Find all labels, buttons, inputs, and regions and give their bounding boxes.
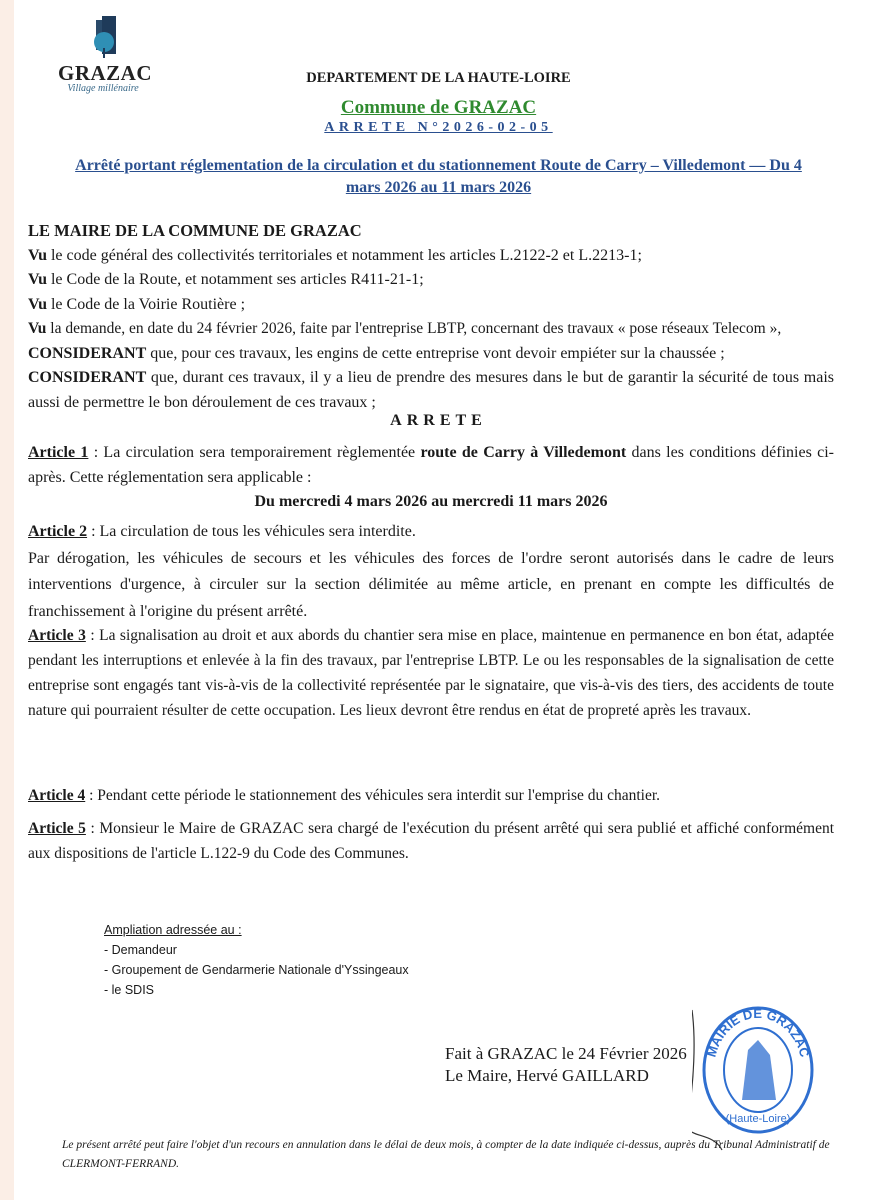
castle-tree-icon: [78, 12, 128, 58]
preamble-item: Vu le Code de la Route, et notamment ses articles R411-21-1;: [28, 271, 424, 288]
ampliation-heading: Ampliation adressée au :: [104, 923, 242, 937]
preamble-heading: LE MAIRE DE LA COMMUNE DE GRAZAC: [28, 221, 362, 240]
ampliation-item: - Demandeur: [104, 943, 177, 957]
page-edge: [0, 0, 14, 1200]
preamble-item: CONSIDERANT que, durant ces travaux, il y a lieu de prendre des mesures dans le but de garantir la sécurité de tous mais aussi de permettre le bon déroulement de ces travaux ;: [28, 369, 834, 411]
logo-tagline: Village millénaire: [67, 83, 139, 94]
preamble-item: CONSIDERANT que, pour ces travaux, les engins de cette entreprise vont devoir empiéter sur la chaussée ;: [28, 344, 725, 362]
signatory: Le Maire, Hervé GAILLARD: [445, 1066, 649, 1085]
svg-text:MAIRIE DE GRAZAC: MAIRIE DE GRAZAC: [703, 1005, 813, 1059]
article-5: Article 5 : Monsieur le Maire de GRAZAC sera chargé de l'exécution du présent arrêté qui sera publié et affiché conformément aux dispositions de l'article L.122-9 du Code des Communes.: [28, 820, 835, 862]
logo-name: GRAZAC: [58, 61, 153, 85]
svg-text:(Haute-Loire): (Haute-Loire): [725, 1113, 791, 1125]
commune-text: Commune de GRAZAC: [340, 97, 537, 118]
commune-heading: [0, 97, 877, 119]
arrete-number: [0, 120, 877, 136]
preamble: [28, 219, 834, 415]
signature-block: [445, 1043, 687, 1087]
legal-footer: Le présent arrêté peut faire l'objet d'un recours en annulation dans le délai de deux mois, à compter de la date indiquée ci-dessus, auprès du Tribunal Administratif de CLERMONT-FERRAND.: [62, 1139, 830, 1170]
ampliation-item: - le SDIS: [104, 983, 155, 997]
article-1: Article 1 : La circulation sera temporairement règlementée route de Carry à Villedemont dans les conditions définies ci-après. Cette réglementation sera applicable : Du mercredi 4 mars 2026 au mercredi 11 mars 2026: [28, 441, 834, 515]
ampliation: [104, 920, 409, 1000]
preamble-item: Vu la demande, en date du 24 février 2026, faite par l'entreprise LBTP, concernant des travaux « pose réseaux Telecom »,: [28, 320, 782, 337]
signature-place-date: Fait à GRAZAC le 24 Février 2026: [445, 1044, 687, 1063]
arrete-number-text: ARRETE N°2026-02-05: [324, 120, 553, 135]
ampliation-item: - Groupement de Gendarmerie Nationale d'Yssingeaux: [104, 963, 409, 977]
article-3: Article 3 : La signalisation au droit et aux abords du chantier sera mise en place, maintenue en permanence en bon état, adaptée pendant les interruptions et enlevée à la fin des travaux, par l'entreprise LBTP. Le ou les responsables de la signalisation de cette entreprise sont engagés tant vis-à-vis de la collectivité représentée par le signataire, que vis-à-vis des tiers, des accidents de toute nature qui pourraient résulter de cette occupation. Les lieux devront être rendus en état de propreté après les travaux.: [28, 627, 834, 719]
article-2: Article 2 : La circulation de tous les véhicules sera interdite. Par dérogation, les véhicules de secours et les véhicules des forces de l'ordre seront autorisés dans le cadre de leurs interventions d'urgence, à circuler sur la section délimitée au même article, en prenant en compte les difficultés de franchissement à l'origine du présent arrêté.: [28, 523, 834, 620]
document-title: Arrêté portant réglementation de la circulation et du stationnement Route de Carry – Villedemont — Du 4 mars 2026 au 11 mars 2026: [75, 157, 802, 196]
preamble-item: Vu le Code de la Voirie Routière ;: [28, 295, 246, 313]
department-heading: DEPARTEMENT DE LA HAUTE-LOIRE: [306, 70, 571, 86]
preamble-item: Vu le code général des collectivités territoriales et notamment les articles L.2122-2 et L.2213-1;: [28, 246, 642, 264]
article-1-period: Du mercredi 4 mars 2026 au mercredi 11 mars 2026: [254, 493, 608, 510]
arrete-heading: ARRETE: [390, 412, 487, 429]
article-4: Article 4 : Pendant cette période le stationnement des véhicules sera interdit sur l'emprise du chantier.: [28, 787, 661, 804]
